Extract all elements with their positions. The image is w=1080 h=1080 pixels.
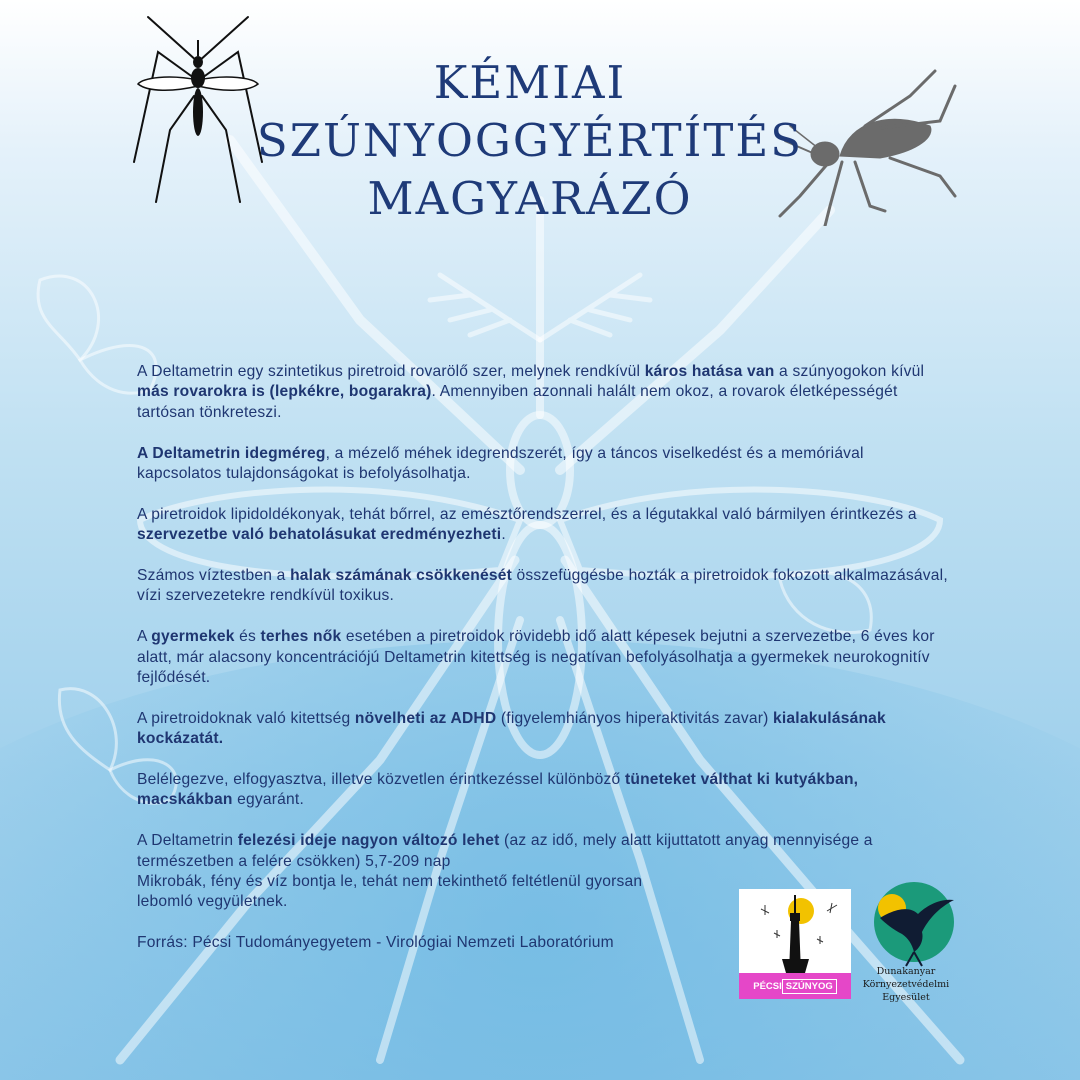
bold-text: halak számának csökkenését	[290, 567, 512, 585]
text: A Deltametrin	[137, 832, 238, 850]
tv-tower-icon	[739, 889, 851, 973]
pecsi-szunyog-logo	[739, 889, 851, 999]
text: Számos víztestben a	[137, 567, 291, 585]
text: a szúnyogokon kívül	[774, 363, 925, 380]
title-line-1: KÉMIAI	[433, 56, 627, 110]
text: (az az idő, mely alatt kijuttatott anyag mennyisége a természetben a felére csökken) 5,7-209 nap	[137, 832, 873, 870]
bold-text: gyermekek	[151, 628, 235, 646]
main-content	[137, 362, 952, 954]
title-line-2: SZÚNYOGGYÉRTÍTÉS	[256, 114, 804, 168]
paragraph-4	[137, 566, 952, 607]
text: A Deltametrin egy szintetikus piretroid rovarölő szer, melynek rendkívül	[137, 363, 645, 380]
paragraph-5	[137, 627, 952, 688]
bold-text: szervezetbe való behatolásukat eredményezheti	[137, 526, 502, 544]
bold-text: más rovarokra is (lepkékre, bogarakra)	[137, 383, 432, 401]
text: (figyelemhiányos hiperaktivitás zavar)	[496, 709, 774, 727]
title-line-3: MAGYARÁZÓ	[367, 172, 693, 226]
text: egyaránt.	[232, 791, 304, 809]
paragraph-3	[137, 505, 952, 546]
text: Mikrobák, fény és víz bontja le, tehát nem tekinthető feltétlenül gyorsan	[137, 873, 643, 891]
text: Belélegezve, elfogyasztva, illetve közvetlen érintkezéssel különböző	[137, 771, 625, 789]
text: és	[234, 628, 261, 646]
text: lebomló vegyületnek.	[137, 893, 288, 911]
text: .	[501, 526, 506, 544]
bold-text: növelheti az ADHD	[354, 709, 497, 727]
text: A	[137, 628, 152, 646]
text: A piretroidoknak való kitettség	[137, 709, 355, 727]
paragraph-1	[137, 362, 952, 423]
paragraph-6	[137, 709, 952, 750]
bold-text: tüneteket válthat ki kutyákban, macskákban	[137, 771, 859, 809]
brand-part-1: PÉCSI	[753, 980, 782, 992]
bold-text: A Deltametrin idegméreg	[137, 444, 326, 462]
text: . Amennyiben azonnali halált nem okoz, a rovarok életképességét tartósan tönkreteszi.	[137, 383, 898, 421]
bold-text: felezési ideje nagyon változó lehet	[237, 832, 500, 850]
bold-text: káros hatása van	[644, 363, 775, 380]
paragraph-2	[137, 444, 952, 485]
text: összefüggésbe hozták a piretroidok fokozott alkalmazásával, vízi szervezetekre rendkívül toxikus.	[137, 567, 948, 605]
page-title	[240, 54, 820, 228]
duna-line-1: Dunakanyar	[876, 966, 936, 977]
text: esetében a piretroidok rövidebb idő alatt képesek bejutni a szervezetbe, 6 éves kor alatt, már alacsony koncentrációjú Deltametrin kitettség is negatívan befolyásolhatja a gyermekek neurokognitív fejlődését.	[137, 628, 935, 687]
text: , a mézelő méhek idegrendszerét, így a táncos viselkedést és a memóriával kapcsolatos tulajdonságokat is befolyásolhatja.	[137, 444, 864, 483]
source-line: Forrás: Pécsi Tudományegyetem - Virológiai Nemzeti Laboratórium	[137, 934, 614, 952]
dunakanyar-name	[850, 965, 962, 1004]
bold-text: kialakulásának kockázatát.	[137, 709, 886, 748]
swallow-logo-icon	[866, 878, 962, 968]
paragraph-7	[137, 770, 952, 811]
duna-line-2: Környezetvédelmi	[862, 979, 950, 990]
text: A piretroidok lipidoldékonyak, tehát bőrrel, az emésztőrendszerrel, és a légutakkal való bármilyen érintkezés a	[137, 505, 917, 523]
pecsi-brand-bar	[739, 973, 851, 999]
brand-part-2: SZÚNYOG	[782, 979, 837, 994]
bold-text: terhes nők	[260, 628, 342, 646]
duna-line-3: Egyesület	[882, 992, 930, 1003]
